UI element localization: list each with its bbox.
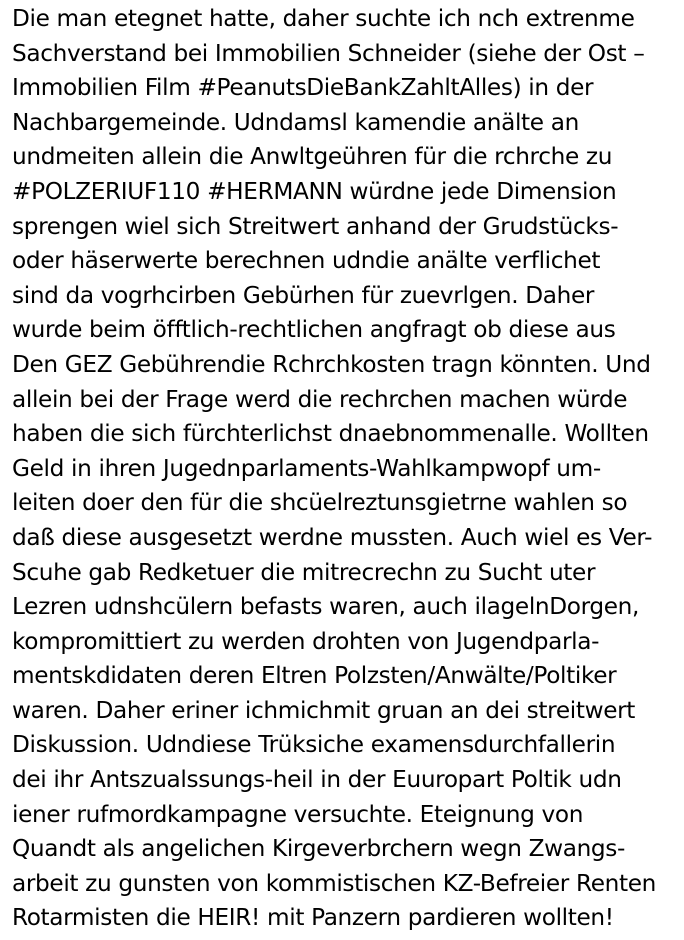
text-line: #POLZERIUF110 #HERMANN würdne jede Dimension (12, 177, 617, 205)
text-line: Sachverstand bei Immobilien Schneider (siehe der Ost – (12, 39, 645, 67)
text-line: Die man etegnet hatte, daher suchte ich nch extrenme (12, 5, 635, 32)
text-line: haben die sich fürchterlichst dnaebnommenalle. Wollten (12, 420, 649, 448)
text-line: wurde beim öfftlich-rechtlichen angfragt ob diese aus (12, 316, 616, 344)
text-line: leiten doer den für die shcüelreztunsgietrne wahlen so (12, 489, 628, 517)
text-line: Geld in ihren Jugednparlaments-Wahlkampwopf um- (12, 454, 601, 482)
text-line: arbeit zu gunsten von kommistischen KZ-Befreier Renten (12, 869, 656, 897)
text-line: Scuhe gab Redketuer die mitrecrechn zu Sucht uter (12, 558, 596, 586)
text-line: Immobilien Film #PeanutsDieBankZahltAlles) in der (12, 74, 594, 102)
text-line: Den GEZ Gebührendie Rchrchkosten tragn könnten. Und (12, 350, 651, 378)
text-line: Diskussion. Udndiese Trüksiche examensdurchfallerin (12, 731, 616, 759)
text-line: iener rufmordkampagne versuchte. Eteignung von (12, 800, 584, 828)
text-line: mentskdidaten deren Eltren Polzsten/Anwälte/Poltiker (12, 662, 617, 690)
text-line: Quandt als angelichen Kirgeverbrchern wegn Zwangs- (12, 835, 626, 863)
text-line: daß diese ausgesetzt werdne mussten. Auch wiel es Ver- (12, 523, 653, 551)
text-line: Rotarmisten die HEIR! mit Panzern pardieren wollten! (12, 904, 614, 932)
text-line: oder häserwerte berechnen udndie anälte verflichet (12, 247, 601, 275)
text-line: waren. Daher eriner ichmichmit gruan an dei streitwert (12, 696, 636, 724)
text-line: sind da vogrhcirben Gebürhen für zuevrlgen. Daher (12, 281, 595, 309)
body-text (12, 2, 680, 936)
text-line: kompromittiert zu werden drohten von Jugendparla- (12, 627, 600, 655)
text-line: dei ihr Antszualssungs-heil in der Euuropart Poltik udn (12, 766, 622, 794)
text-line: Lezren udnshcülern befasts waren, auch ilagelnDorgen, (12, 593, 640, 621)
text-line: undmeiten allein die Anwltgeühren für die rchrche zu (12, 143, 613, 171)
text-line: sprengen wiel sich Streitwert anhand der Grudstücks- (12, 212, 619, 240)
text-line: Nachbargemeinde. Udndamsl kamendie anälte an (12, 108, 579, 136)
text-line: allein bei der Frage werd die rechrchen machen würde (12, 385, 628, 413)
